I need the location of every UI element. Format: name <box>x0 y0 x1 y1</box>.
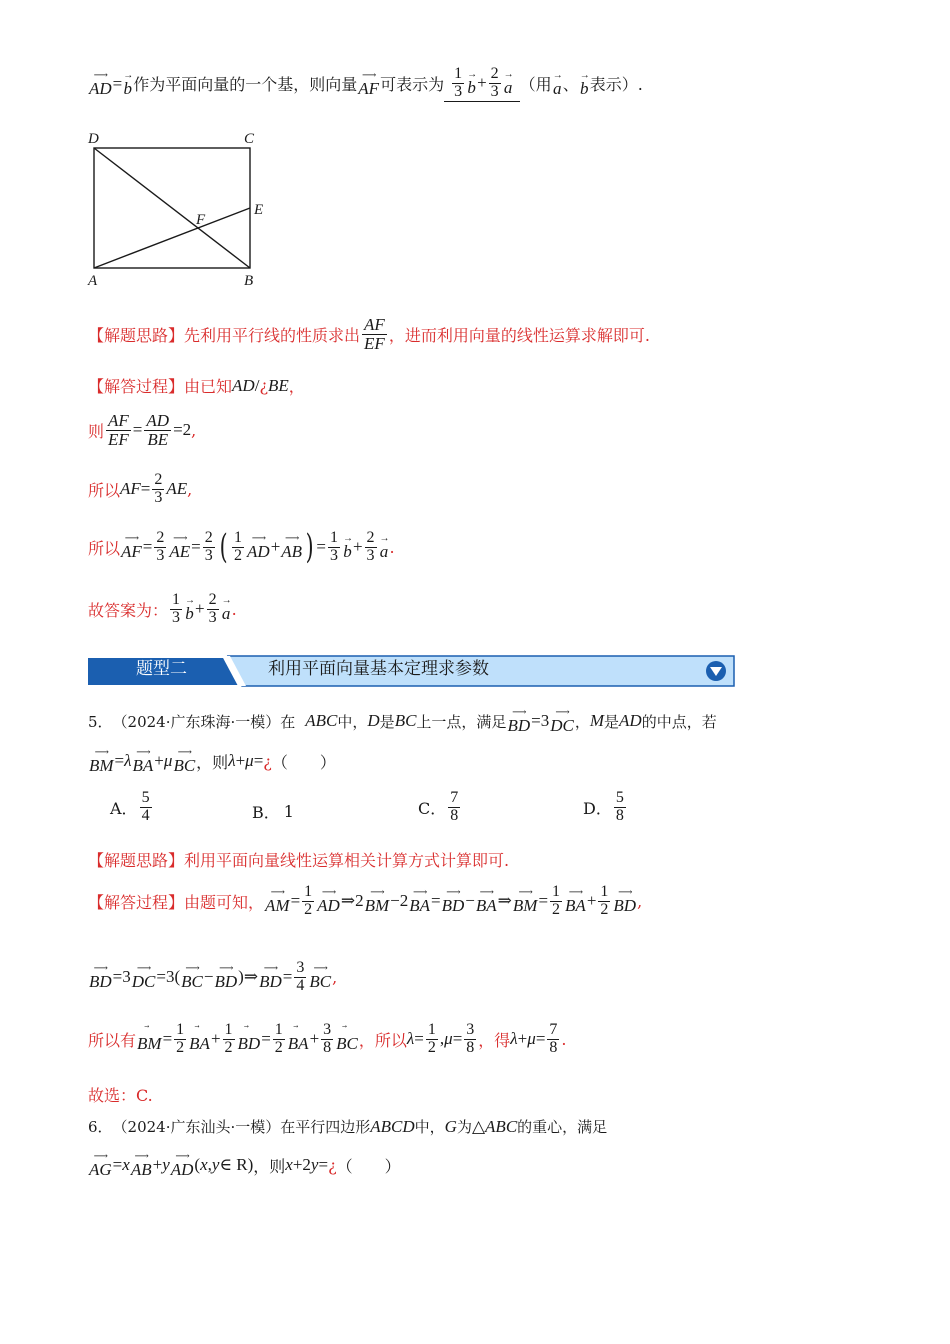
q5-step2: ⟶ BD =3 ⟶ DC =3 ( ⟶ BC − ⟶ BD )⇒ ⟶ BD = $\frac{3}{4}$ ⟶ BC , <box>89 959 338 994</box>
option-b-value: 1 <box>283 802 294 821</box>
q5-get: ，得 <box>478 1030 511 1050</box>
sol4-proc-text: 由已知 <box>184 377 233 396</box>
label-A: A <box>88 273 98 289</box>
q5-step3: 所以有 BM = $\frac{1}{2}$ BA + $\frac{1}{2}$ BD = $\frac{1}{2}$ BA + $\frac{3}{8}$ BC ，所以 λ = $\frac{1}{2}$ , μ = $\frac{3}{8}$ ，得 λ + μ = $\frac{7}{8}$ . <box>88 1021 567 1056</box>
q5-text3: 上一点，满足 <box>416 712 507 731</box>
q5-text2: 是 <box>379 712 395 731</box>
q4-mid-text: 可表示为 <box>380 75 445 95</box>
sol4-proc-tag: 【解答过程】 <box>88 377 185 396</box>
q5-idea-tag: 【解题思路】 <box>88 851 185 870</box>
label-E: E <box>254 202 264 218</box>
q5-then: ，则 <box>196 752 229 772</box>
option-c-num: 7 <box>450 789 459 806</box>
q5-number: 5． <box>88 712 113 731</box>
vector-b: → b <box>123 69 133 98</box>
q5-line2: ⟶ BM = λ ⟶ BA + μ ⟶ BC ，则 λ + μ = ¿ （ ） <box>89 747 336 775</box>
option-d-label: D． <box>583 798 612 818</box>
q4-prefix-text: 作为平面向量的一个基，则向量 <box>133 75 358 95</box>
q5-option-c[interactable] <box>418 790 462 825</box>
sol4-then: 则 <box>88 421 105 441</box>
q5-line1: 5． （2024·广东珠海·一模）在 ABC 中， D 是 BC 上一点，满足 ⟶ BD =3 ⟶ DC ， M 是 AD 的中点，若 <box>88 707 717 735</box>
sol4-proc: 【解答过程】 由已知 AD / ¿ BE ， <box>88 375 305 396</box>
q5-choice-text: 故选：C. <box>88 1086 153 1105</box>
q4-sep: 、 <box>562 75 579 95</box>
q5-option-b[interactable] <box>252 800 294 823</box>
q6-number: 6． <box>88 1118 113 1136</box>
q5-choice <box>88 1083 153 1106</box>
q5-text4: ， <box>574 712 590 731</box>
rectangle-figure <box>84 128 274 293</box>
sol4-idea: 【解题思路】 先利用平行线的性质求出 $\frac{AF}{EF}$ ，进而利用向量的线性运算求解即可. <box>88 315 650 353</box>
sol4-answer: 故答案为： $\frac{1}{3}$ → b + $\frac{2}{3}$ → a . <box>88 591 237 626</box>
q5-option-d[interactable] <box>583 790 628 825</box>
sol4-step1: 则 $\frac{AF}{EF}$ = $\frac{AD}{BE}$ =2 , <box>88 411 197 449</box>
option-c-label: C． <box>418 798 447 818</box>
label-F: F <box>196 212 206 228</box>
banner-title: 利用平面向量基本定理求参数 <box>268 659 489 679</box>
q6-text2: 为 <box>456 1118 472 1136</box>
q5-text1: 中， <box>337 712 368 731</box>
option-a-den: 4 <box>141 806 150 824</box>
answer-blank: $\frac{1}{3}$ → b + $\frac{2}{3}$ → a <box>444 66 520 102</box>
q5-so-have: 所以有 <box>88 1030 137 1050</box>
section-banner <box>88 654 738 688</box>
q6-line1: 6． （2024·广东汕头·一模）在平行四边形 ABCD 中， G 为 △ ABC 的重心，满足 <box>88 1116 608 1136</box>
q4-end-text: 表示）. <box>589 75 643 95</box>
sol4-so-2: 所以 <box>88 538 121 558</box>
q6-line2: ⟶ AG = x ⟶ AB + y ⟶ AD ( x , y ∈ R) ，则 x +2 y = ¿ （ ） <box>89 1151 401 1179</box>
q5-source: （2024·广东珠海·一模）在 <box>112 712 296 731</box>
q5-proc: 【解答过程】 由题可知， ⟶ AM = $\frac{1}{2}$ ⟶ AD ⇒2 ⟶ BM −2 ⟶ BA = ⟶ BD − ⟶ BA ⇒ ⟶ BM = $\frac{1}{2}$ ⟶ BA + $\frac{1}{2}$ ⟶ BD , <box>88 883 643 918</box>
q5-proc-tag: 【解答过程】 <box>88 892 185 912</box>
banner-type-label: 题型二 <box>136 659 187 679</box>
sol4-so-1: 所以 <box>88 480 121 500</box>
q6-text1: 中， <box>414 1118 445 1136</box>
option-a-num: 5 <box>141 789 150 806</box>
q6-then: ，则 <box>253 1156 286 1176</box>
q5-option-a[interactable] <box>110 790 154 825</box>
q5-text6: 的中点，若 <box>641 712 717 731</box>
sol4-step2: 所以 AF = $\frac{2}{3}$ AE , <box>88 471 193 506</box>
vector-AF: ⟶ AF <box>358 69 380 98</box>
q5-idea-text: 利用平面向量线性运算相关计算方式计算即可. <box>184 851 510 870</box>
sol4-answer-label: 故答案为： <box>88 600 169 620</box>
q5-text5: 是 <box>604 712 620 731</box>
q5-proc-text: 由题可知， <box>184 892 265 912</box>
option-b-label: B． <box>252 803 280 822</box>
vector-AD: ⟶ AD <box>89 69 112 98</box>
option-c-den: 8 <box>450 806 459 824</box>
q5-so: ，所以 <box>358 1030 407 1050</box>
q6-text3: 的重心，满足 <box>517 1118 608 1136</box>
sol4-idea-tag: 【解题思路】 <box>88 325 185 345</box>
sol4-step3: 所以 ⟶ AF = $\frac{2}{3}$ ⟶ AE = $\frac{2}{3}$ ( $\frac{1}{2}$ ⟶ AD + ⟶ AB ) = $\frac{1}{3}$ → b + $\frac{2}{3}$ → a . <box>88 527 395 568</box>
label-C: C <box>244 131 255 147</box>
q5-paren: （ ） <box>271 752 336 772</box>
q6-paren: （ ） <box>336 1156 401 1176</box>
label-D: D <box>88 131 99 147</box>
option-a-label: A． <box>110 798 138 818</box>
q6-source: （2024·广东汕头·一模）在平行四边形 <box>112 1118 371 1136</box>
q4-suffix-text: （用 <box>519 75 552 95</box>
option-d-den: 8 <box>615 806 624 824</box>
q5-idea <box>88 848 509 871</box>
sol4-idea-after: ，进而利用向量的线性运算求解即可. <box>388 325 650 345</box>
sol4-idea-text: 先利用平行线的性质求出 <box>184 325 361 345</box>
label-B: B <box>244 273 254 289</box>
option-d-num: 5 <box>615 789 624 806</box>
question4-tail-line: ⟶ AD = → b 作为平面向量的一个基，则向量 ⟶ AF 可表示为 $\frac{1}{3}$ → b + $\frac{2}{3}$ → a （用 → a 、 → b 表示）. <box>89 65 643 100</box>
